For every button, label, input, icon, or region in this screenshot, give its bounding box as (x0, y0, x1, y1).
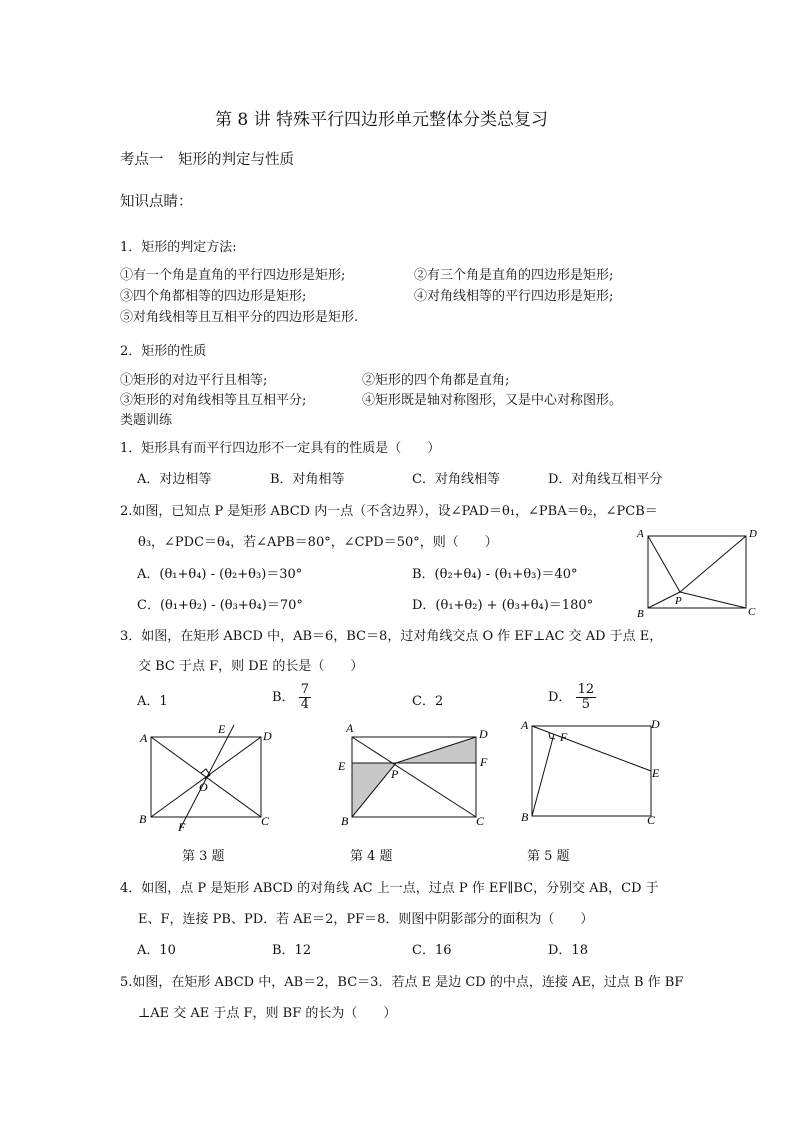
sec2-item-2: ②矩形的四个角都是直角; (362, 373, 510, 388)
q5-line2: ⊥AE 交 AE 于点 F，则 BF 的长为（ ） (138, 1006, 397, 1021)
q3-option-b-num: 7 (300, 682, 309, 697)
q1-option-c: C．对角线相等 (412, 472, 500, 487)
q3-option-b (272, 683, 311, 712)
q2-option-c: C．(θ₁+θ₂) - (θ₃+θ₄)＝70° (137, 598, 303, 613)
q2-line2: θ₃，∠PDC＝θ₄，若∠APB＝80°，∠CPD＝50°，则（ ） (138, 535, 498, 550)
fig4-label-d: D (479, 727, 488, 741)
q2-label-c: C (748, 606, 756, 618)
q3-option-d-fraction (576, 683, 597, 712)
q3-option-d (548, 683, 596, 712)
q4-line2: E、F，连接 PB、PD．若 AE＝2，PF＝8．则图中阴影部分的面积为（ ） (138, 912, 594, 927)
q4-option-a: A．10 (137, 943, 176, 958)
q1-option-b: B．对角相等 (270, 472, 345, 487)
fig3-label-o: O (199, 780, 208, 794)
fig5-caption: 第 5 题 (527, 849, 570, 864)
fig5 (516, 712, 676, 832)
q3-option-d-den: 5 (581, 697, 590, 712)
sec1-item-4: ④对角线相等的平行四边形是矩形; (414, 289, 614, 304)
page-title: 第 8 讲 特殊平行四边形单元整体分类总复习 (215, 110, 549, 130)
q3-option-c: C．2 (412, 694, 444, 709)
q3-line1: 3．如图，在矩形 ABCD 中，AB＝6，BC＝8，过对角线交点 O 作 EF⊥AC 交 AD 于点 E， (120, 629, 663, 644)
sec1-item-3: ③四个角都相等的四边形是矩形; (120, 289, 307, 304)
q3-option-d-prefix: D． (548, 690, 572, 705)
q5-line1: 5.如图，在矩形 ABCD 中，AB＝2，BC＝3．若点 E 是边 CD 的中点，连接 AE，过点 B 作 BF (120, 975, 684, 990)
fig5-label-c: C (647, 813, 656, 827)
sec2-item-3: ③矩形的对角线相等且互相平分; (120, 393, 307, 408)
fig5-label-d: D (651, 717, 660, 731)
sec1-item-2: ②有三个角是直角的四边形是矩形; (414, 268, 614, 283)
fig4-label-a: A (346, 721, 354, 735)
q4-line1: 4．如图，点 P 是矩形 ABCD 的对角线 AC 上一点，过点 P 作 EF∥BC，分别交 AB，CD 于 (120, 881, 659, 896)
fig5-label-f: F (560, 730, 568, 744)
zhishi-heading: 知识点睛： (120, 194, 193, 210)
fig4-label-p: P (391, 767, 399, 781)
fig3-label-f: F (178, 820, 186, 834)
fig3-label-d: D (263, 729, 272, 743)
q2-option-a: A．(θ₁+θ₄) - (θ₂+θ₃)＝30° (137, 567, 303, 582)
fig5-label-a: A (521, 718, 529, 732)
fig3 (134, 716, 284, 836)
kaodian-heading: 考点一 矩形的判定与性质 (120, 152, 294, 168)
q2-label-b: B (637, 608, 644, 620)
q2-line1: 2.如图，已知点 P 是矩形 ABCD 内一点（不含边界），设∠PAD＝θ₁，∠PBA＝θ₂，∠PCB＝ (120, 504, 658, 519)
q1-option-d: D．对角线互相平分 (548, 472, 663, 487)
q4-option-c: C．16 (412, 943, 452, 958)
leiti-heading: 类题训练 (120, 413, 173, 428)
fig4-caption: 第 4 题 (350, 849, 393, 864)
q3-option-b-den: 4 (300, 697, 309, 712)
q4-option-d: D．18 (548, 943, 588, 958)
q2-figure (632, 524, 766, 620)
q3-option-d-num: 12 (577, 682, 595, 697)
q2-rect (648, 536, 746, 608)
q3-option-b-prefix: B． (272, 690, 295, 705)
fig5-label-e: E (652, 766, 660, 780)
q4-option-b: B．12 (272, 943, 312, 958)
sec1-heading: 1．矩形的判定方法: (120, 240, 237, 255)
fig5-rect (532, 726, 651, 816)
sec2-heading: 2．矩形的性质 (120, 344, 207, 359)
sec2-item-1: ①矩形的对边平行且相等; (120, 373, 268, 388)
q2-label-a: A (637, 528, 644, 540)
q1-stem: 1．矩形具有而平行四边形不一定具有的性质是（ ） (120, 441, 441, 456)
fig3-label-c: C (261, 814, 270, 828)
fig3-label-b: B (139, 812, 147, 826)
fig3-caption: 第 3 题 (182, 849, 225, 864)
fig4-label-f: F (480, 755, 488, 769)
sec1-item-5: ⑤对角线相等且互相平分的四边形是矩形. (120, 310, 359, 325)
sec2-item-4: ④矩形既是轴对称图形，又是中心对称图形。 (362, 393, 623, 408)
fig4-label-c: C (476, 814, 485, 828)
q2-label-p: P (675, 595, 682, 607)
q2-label-d: D (749, 528, 757, 540)
q2-option-d: D．(θ₁+θ₂) + (θ₃+θ₄)＝180° (412, 598, 594, 613)
fig5-label-b: B (521, 810, 529, 824)
fig3-label-a: A (140, 731, 148, 745)
q3-option-b-fraction (299, 683, 311, 712)
q2-option-b: B．(θ₂+θ₄) - (θ₁+θ₃)＝40° (412, 567, 578, 582)
fig4-label-e: E (338, 759, 346, 773)
q3-option-a: A．1 (137, 694, 168, 709)
q3-line2: 交 BC 于点 F，则 DE 的长是（ ） (138, 659, 364, 674)
q1-option-a: A．对边相等 (137, 472, 212, 487)
fig3-label-e: E (218, 722, 226, 736)
sec1-item-1: ①有一个角是直角的平行四边形是矩形; (120, 268, 346, 283)
fig4 (334, 716, 504, 836)
fig4-label-b: B (341, 814, 349, 828)
